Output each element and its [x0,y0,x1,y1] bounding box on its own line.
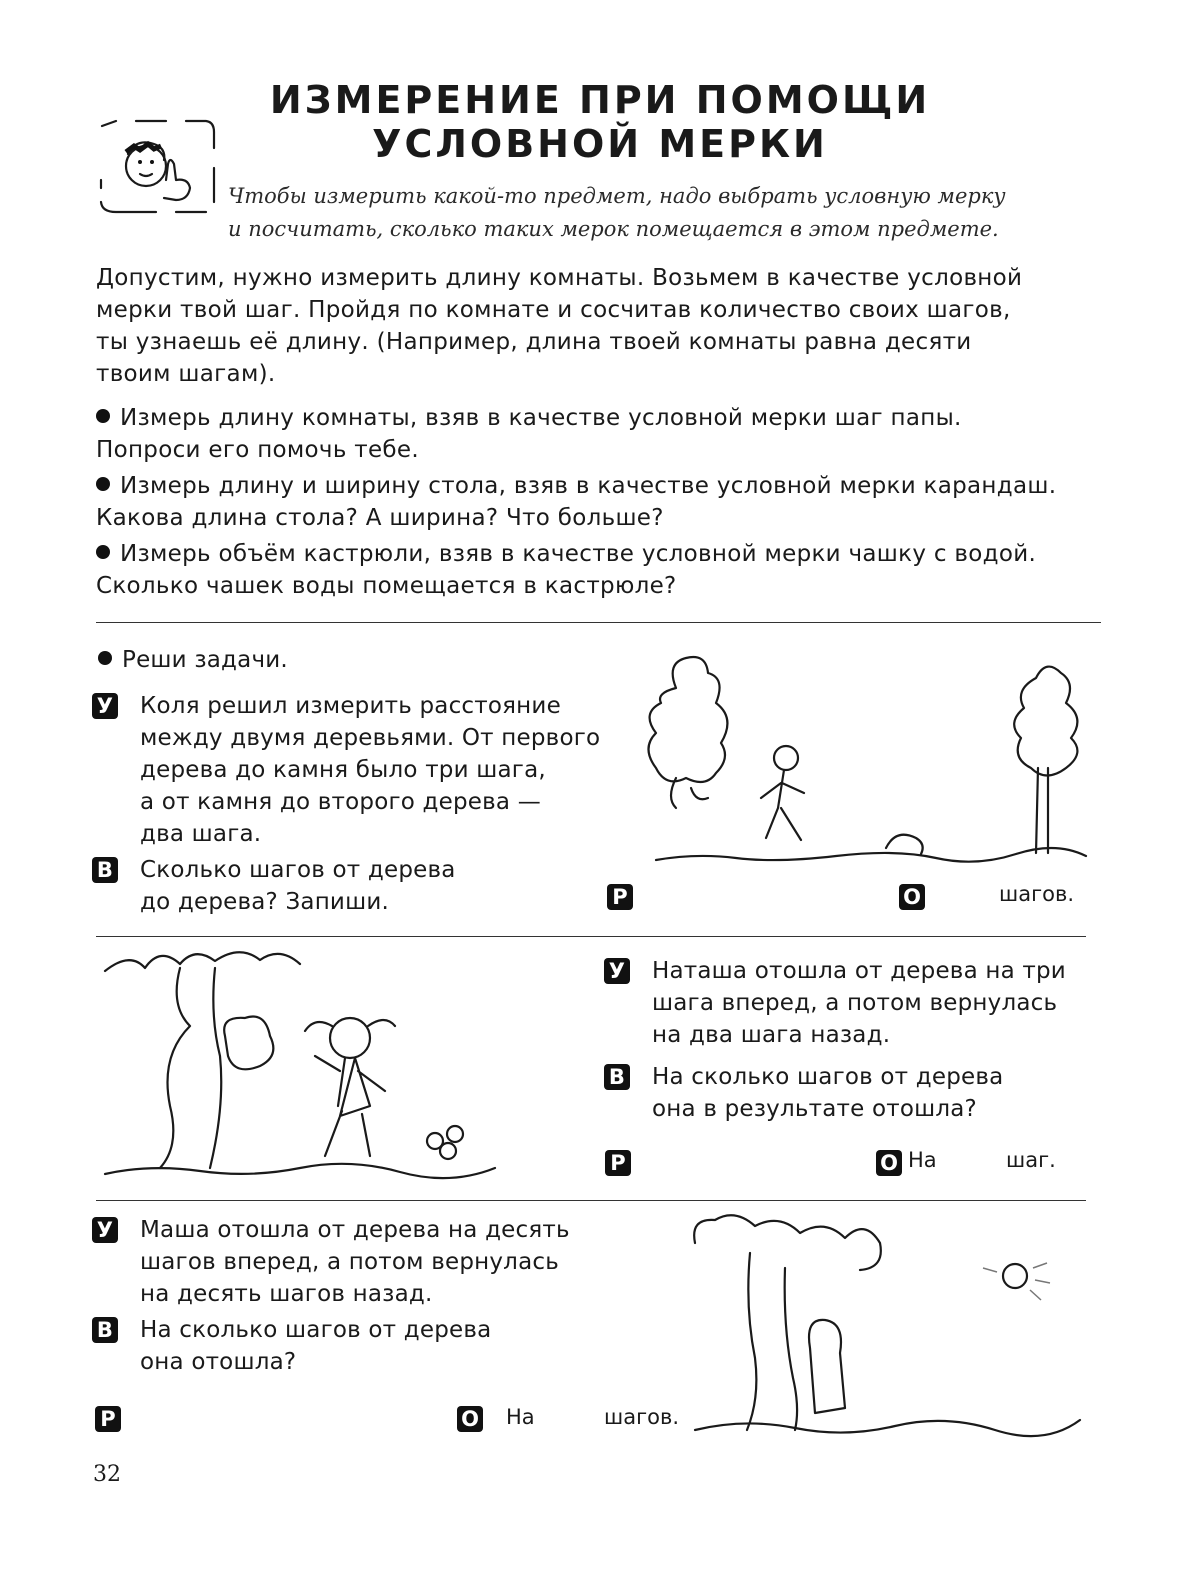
paragraph-line: твоим шагам). [96,361,276,387]
section-divider [96,622,1101,623]
mascot-icon [96,118,221,216]
task-1-answer-o [899,884,925,910]
bullet-icon [96,477,110,491]
intro-line-1: Чтобы измерить какой-то предмет, надо выбрать условную мерку [228,184,1006,208]
solution-badge: Р [95,1406,121,1432]
task-2-answer-prefix: На [908,1148,937,1172]
condition-badge: У [92,693,118,719]
condition-line: шага вперед, а потом вернулась [652,990,1058,1016]
page-number: 32 [93,1462,121,1487]
list-item [96,470,1136,534]
trees-and-boy-illustration [636,648,1096,863]
task-2-answer-suffix: шаг. [1006,1148,1056,1172]
bullet-icon [96,409,110,423]
question-badge: В [92,1317,118,1343]
condition-line: Коля решил измерить расстояние [140,693,561,719]
task-1-answer-suffix: шагов. [999,882,1075,906]
paragraph-line: ты узнаешь её длину. (Например, длина твоей комнаты равна десяти [96,329,972,355]
solve-label: Реши задачи. [122,647,288,673]
activity-list [96,398,1136,602]
page-title-line-1: ИЗМЕРЕНИЕ ПРИ ПОМОЩИ [269,78,931,122]
tree-and-girl-illustration [100,946,500,1181]
section-divider [96,936,1086,937]
task-3-answer-prefix: На [506,1405,535,1429]
question-line: На сколько шагов от дерева [652,1064,1004,1090]
condition-line: на два шага назад. [652,1022,891,1048]
intro-line-2: и посчитать, сколько таких мерок помещается в этом предмете. [228,217,999,241]
task-2-condition [604,955,1114,1051]
condition-line: два шага. [140,821,262,847]
answer-badge: О [457,1406,483,1432]
task-1-answer-r [607,884,633,910]
task-2-answer-o [876,1150,902,1176]
explanation-paragraph [96,262,1136,390]
list-item [96,538,1136,602]
question-badge: В [92,857,118,883]
intro-note [228,180,1108,246]
condition-line: на десять шагов назад. [140,1281,433,1307]
list-item-text: Измерь объём кастрюли, взяв в качестве условной мерки чашку с водой. [120,541,1037,567]
condition-line: дерева до камня было три шага, [140,757,546,783]
list-item-text: Измерь длину и ширину стола, взяв в качестве условной мерки карандаш. [120,473,1057,499]
task-2 [604,955,1114,1125]
list-item-text: Измерь длину комнаты, взяв в качестве условной мерки шаг папы. [120,405,962,431]
list-item [96,402,1136,466]
task-3-answer-r [95,1406,121,1432]
solution-badge: Р [605,1150,631,1176]
task-2-question [604,1061,1114,1125]
question-line: Сколько шагов от дерева [140,857,456,883]
question-line: На сколько шагов от дерева [140,1317,492,1343]
paragraph-line: мерки твой шаг. Пройдя по комнате и сосчитав количество своих шагов, [96,297,1011,323]
answer-badge: О [899,884,925,910]
section-divider [96,1200,1086,1201]
question-line: до дерева? Запиши. [140,889,389,915]
list-item-text: Сколько чашек воды помещается в кастрюле? [96,573,677,599]
solution-badge: Р [607,884,633,910]
list-item-text: Какова длина стола? А ширина? Что больше? [96,505,664,531]
solve-heading [98,644,288,676]
answer-badge: О [876,1150,902,1176]
bullet-icon [96,545,110,559]
task-3-answer-o [457,1406,483,1432]
list-item-text: Попроси его помочь тебе. [96,437,419,463]
question-line: она отошла? [140,1349,297,1375]
task-1 [92,690,652,918]
task-3-condition [92,1214,652,1310]
tree-girl-and-sun-illustration [685,1208,1085,1440]
task-1-condition [92,690,652,850]
task-2-answer-r [605,1150,631,1176]
bullet-icon [98,651,112,665]
task-3-answer-suffix: шагов. [604,1405,680,1429]
task-1-question [92,854,652,918]
page-title-line-2: УСЛОВНОЙ МЕРКИ [372,122,828,166]
condition-line: а от камня до второго дерева — [140,789,541,815]
question-badge: В [604,1064,630,1090]
condition-line: шагов вперед, а потом вернулась [140,1249,559,1275]
paragraph-line: Допустим, нужно измерить длину комнаты. Возьмем в качестве условной [96,265,1023,291]
condition-line: Маша отошла от дерева на десять [140,1217,570,1243]
task-3 [92,1214,652,1378]
condition-line: между двумя деревьями. От первого [140,725,601,751]
condition-badge: У [92,1217,118,1243]
question-line: она в результате отошла? [652,1096,977,1122]
condition-line: Наташа отошла от дерева на три [652,958,1066,984]
condition-badge: У [604,958,630,984]
task-3-question [92,1314,652,1378]
